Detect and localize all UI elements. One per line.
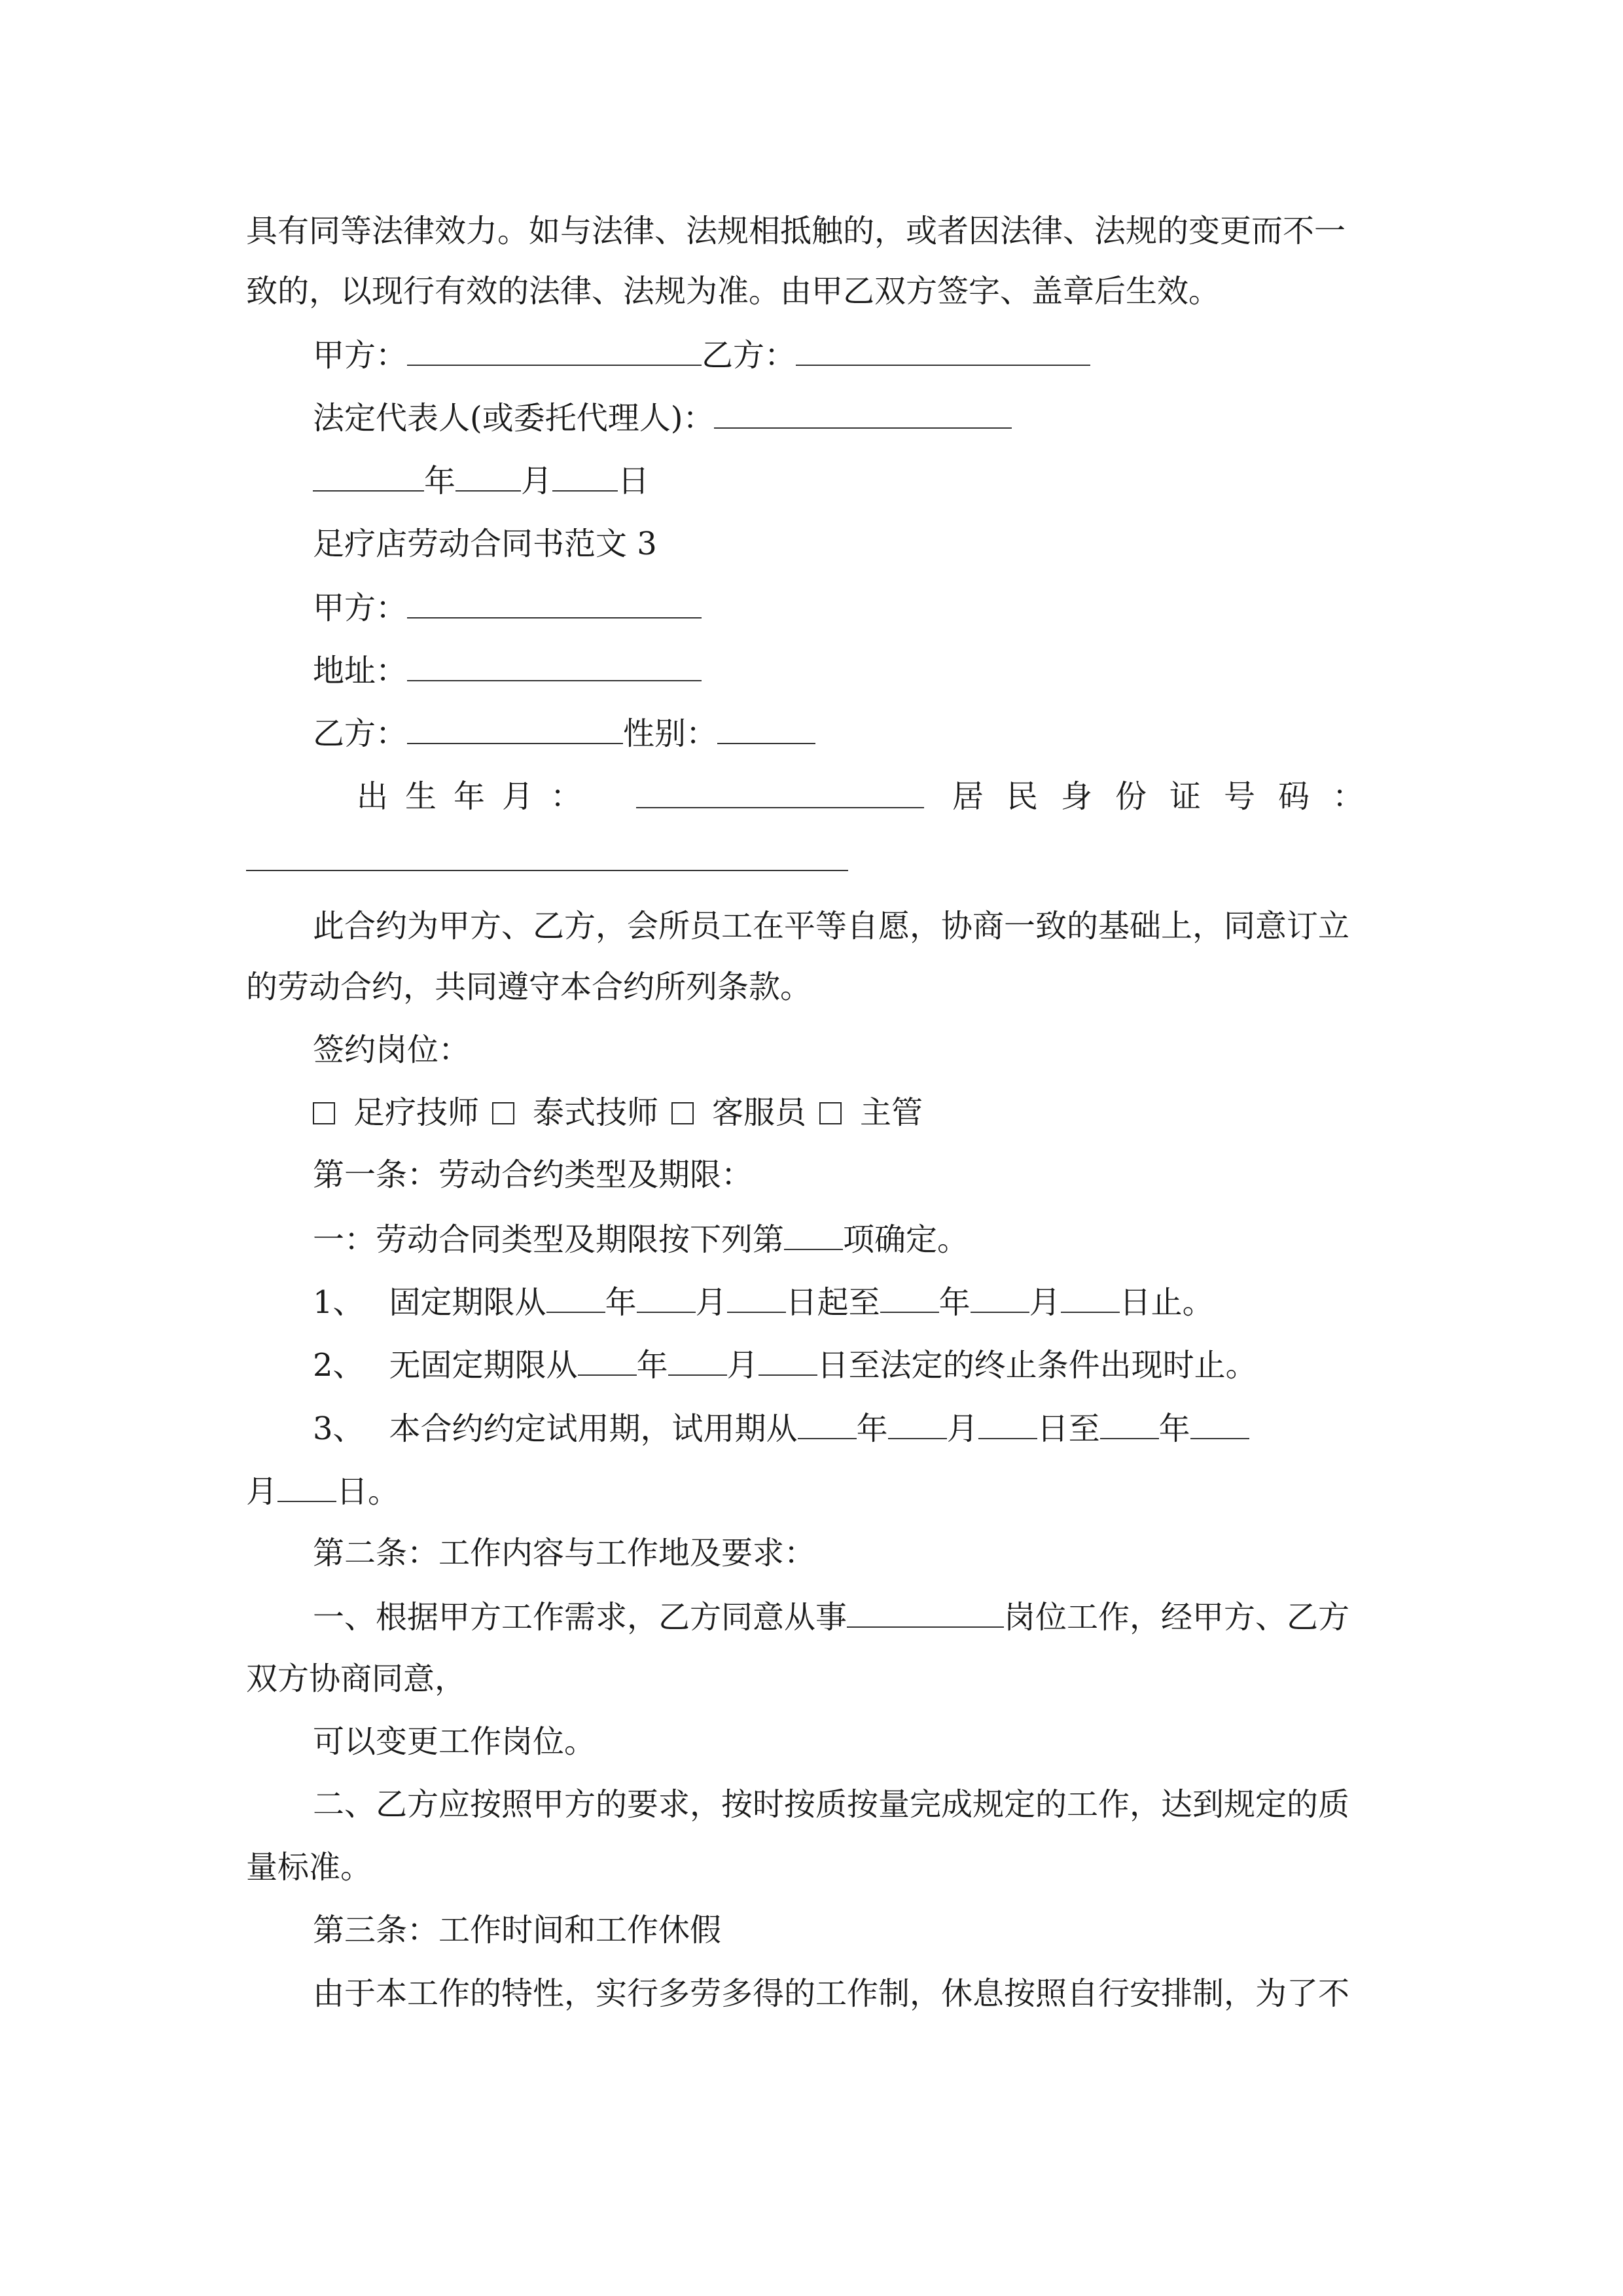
term-item-3-cont: 月 日。 xyxy=(246,1471,399,1510)
day-blank[interactable] xyxy=(552,460,618,492)
article-heading: 第一条：劳动合约类型及期限： xyxy=(313,1157,753,1193)
blank[interactable] xyxy=(798,1408,857,1439)
checkbox-thai-therapist[interactable] xyxy=(492,1102,514,1124)
paragraph-line: 的劳动合约，共同遵守本合约所列条款。 xyxy=(246,969,812,1005)
checkbox-foot-therapist[interactable] xyxy=(313,1102,335,1124)
blank[interactable] xyxy=(578,1344,637,1376)
article-line: 量标准。 xyxy=(246,1849,372,1886)
party-a-name-blank[interactable] xyxy=(407,587,702,619)
blank[interactable] xyxy=(888,1408,947,1439)
signature-line-parties: 甲方： 乙方： xyxy=(313,334,1090,374)
article-heading: 第二条：工作内容与工作地及要求： xyxy=(313,1535,816,1571)
item-number-blank[interactable] xyxy=(784,1219,843,1250)
blank[interactable] xyxy=(277,1471,336,1502)
paragraph-line: 此合约为甲方、乙方，会所员工在平等自愿，协商一致的基础上，同意订立 xyxy=(313,908,1350,944)
birth-id-line: 出生年月： xyxy=(357,778,599,815)
birth-blank-wrap xyxy=(636,777,924,816)
term-item-1: 1、 固定期限从 年 月 日起至 年 月 日止。 xyxy=(313,1282,1214,1321)
article-line: 由于本工作的特性，实行多劳多得的工作制，休息按照自行安排制，为了不 xyxy=(313,1975,1350,2012)
blank[interactable] xyxy=(978,1408,1037,1439)
date-line: 年 月 日 xyxy=(313,460,649,499)
post-label: 签约岗位： xyxy=(313,1031,471,1068)
blank[interactable] xyxy=(880,1282,939,1313)
party-b-line: 乙方： 性别： xyxy=(313,713,815,752)
blank[interactable] xyxy=(971,1282,1029,1313)
address-blank[interactable] xyxy=(407,650,702,681)
article-heading: 第三条：工作时间和工作休假 xyxy=(313,1912,722,1948)
party-b-blank[interactable] xyxy=(796,334,1090,366)
article-line: 二、乙方应按照甲方的要求，按时按质按量完成规定的工作，达到规定的质 xyxy=(313,1786,1350,1823)
section-title: 足疗店劳动合同书范文 3 xyxy=(313,526,657,562)
blank[interactable] xyxy=(546,1282,605,1313)
party-b-name-blank[interactable] xyxy=(407,713,623,744)
party-a-blank[interactable] xyxy=(407,334,702,366)
address-line: 地址： xyxy=(313,650,702,689)
legal-rep-blank[interactable] xyxy=(714,397,1012,429)
post-options: 足疗技师 泰式技师 客服员 主管 xyxy=(313,1093,923,1132)
blank[interactable] xyxy=(1100,1408,1159,1439)
legal-rep-line: 法定代表人(或委托代理人)： xyxy=(313,397,1012,437)
month-blank[interactable] xyxy=(455,460,521,492)
term-item-3: 3、 本合约约定试用期，试用期从 年 月 日至 年 xyxy=(313,1408,1249,1447)
paragraph-line: 具有同等法律效力。如与法律、法规相抵触的，或者因法律、法规的变更而不一 xyxy=(246,213,1346,249)
blank[interactable] xyxy=(637,1282,696,1313)
party-a-line: 甲方： xyxy=(313,587,702,626)
id-blank-line xyxy=(246,840,848,879)
article-line: 一、根据甲方工作需求，乙方同意从事 岗位工作，经甲方、乙方 xyxy=(313,1596,1349,1636)
checkbox-supervisor[interactable] xyxy=(819,1102,842,1124)
article-line: 可以变更工作岗位。 xyxy=(313,1723,596,1760)
article-line: 一：劳动合同类型及期限按下列第 项确定。 xyxy=(313,1219,969,1258)
id-label: 居民身份证号码： xyxy=(952,778,1387,815)
checkbox-customer-service[interactable] xyxy=(671,1102,694,1124)
term-item-2: 2、 无固定期限从 年 月 日至法定的终止条件出现时止。 xyxy=(313,1344,1257,1384)
paragraph-line: 致的，以现行有效的法律、法规为准。由甲乙双方签字、盖章后生效。 xyxy=(246,273,1221,310)
blank[interactable] xyxy=(727,1282,786,1313)
id-number-blank[interactable] xyxy=(246,840,848,871)
birth-date-blank[interactable] xyxy=(636,777,924,808)
blank[interactable] xyxy=(1061,1282,1120,1313)
blank[interactable] xyxy=(758,1344,817,1376)
blank[interactable] xyxy=(1190,1408,1249,1439)
year-blank[interactable] xyxy=(313,460,424,492)
blank[interactable] xyxy=(668,1344,727,1376)
gender-blank[interactable] xyxy=(717,713,815,744)
post-blank[interactable] xyxy=(847,1596,1004,1628)
article-line: 双方协商同意， xyxy=(246,1660,467,1697)
